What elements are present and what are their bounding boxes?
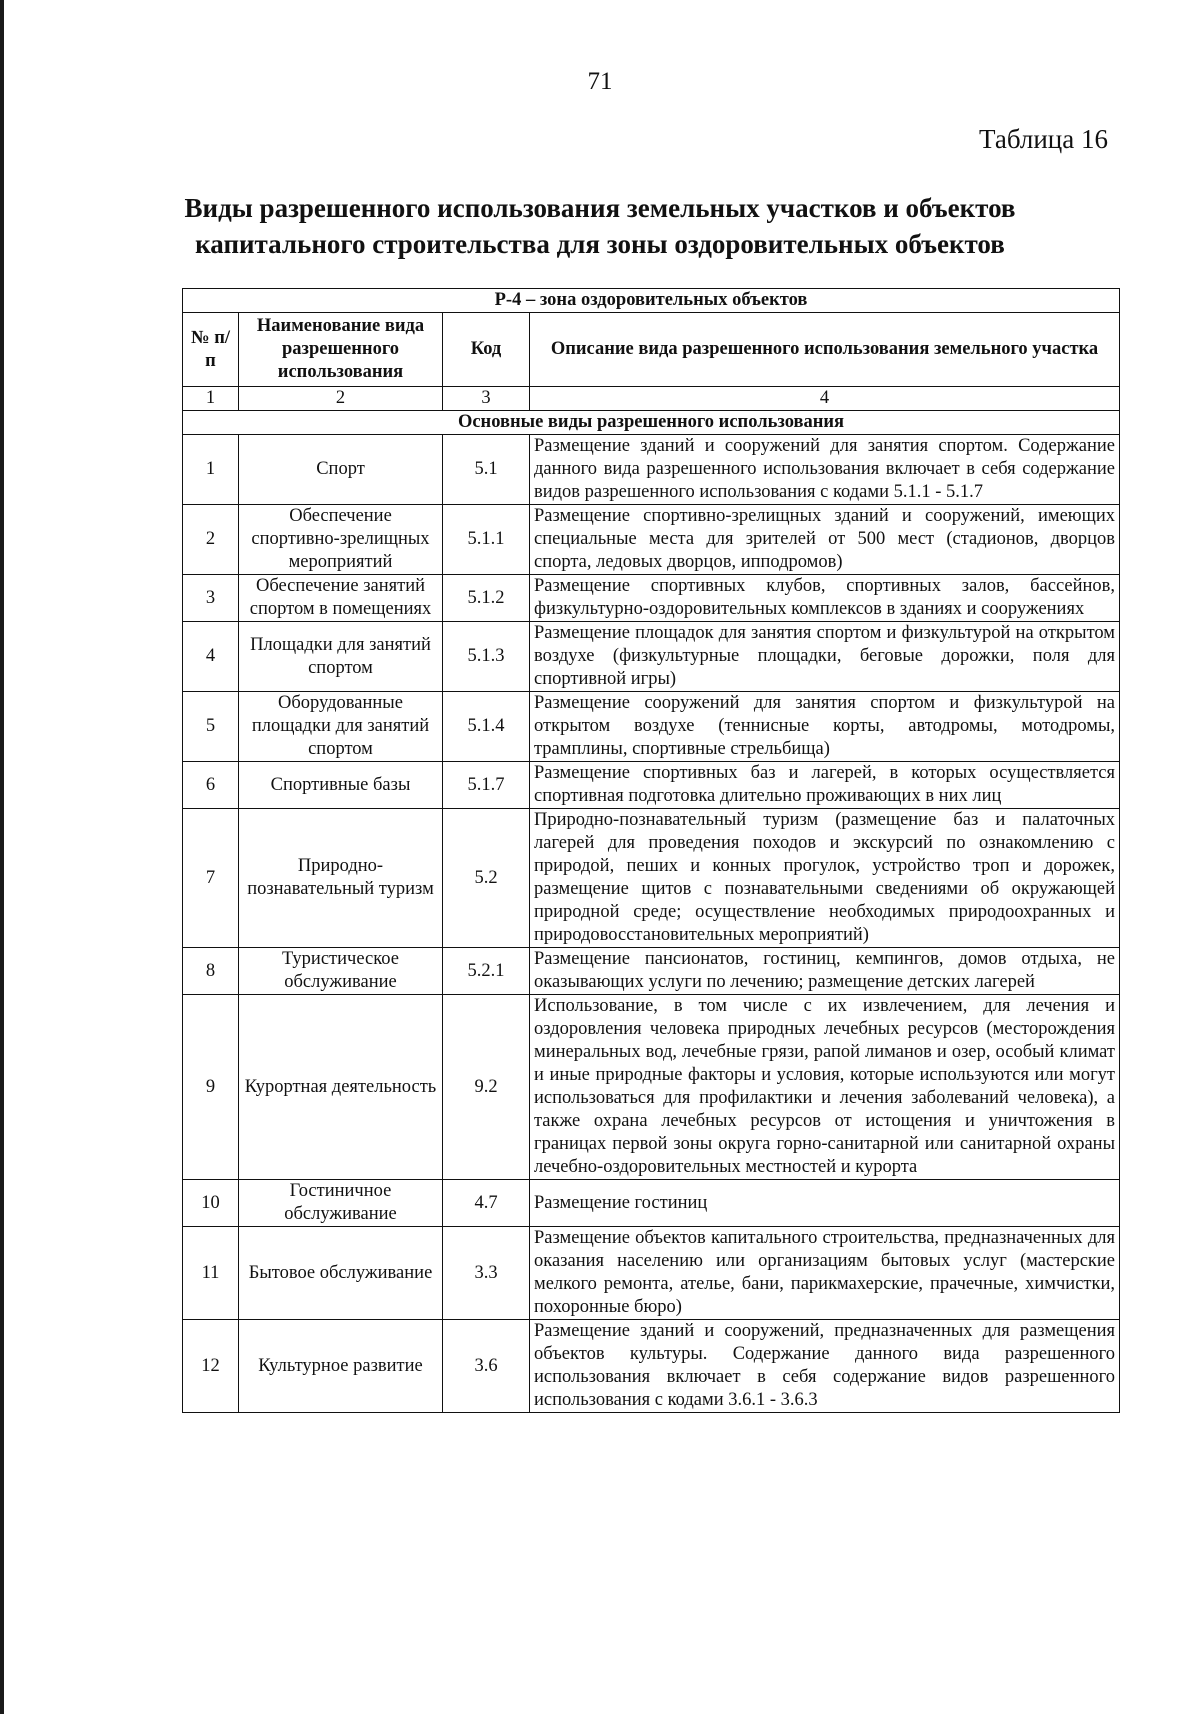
row-code: 3.6 [443, 1320, 530, 1413]
row-code: 3.3 [443, 1227, 530, 1320]
row-code: 5.1.4 [443, 692, 530, 762]
row-name: Спорт [239, 435, 443, 505]
row-name: Гостиничное обслуживание [239, 1180, 443, 1227]
header-desc: Описание вида разрешенного использования земельного участка [530, 313, 1120, 387]
table-row [183, 995, 1120, 1180]
table-row [183, 1320, 1120, 1413]
row-name: Обеспечение спортивно-зрелищных мероприятий [239, 505, 443, 575]
row-number: 11 [183, 1227, 239, 1320]
table-row [183, 622, 1120, 692]
table-row [183, 1227, 1120, 1320]
row-code: 4.7 [443, 1180, 530, 1227]
row-code: 9.2 [443, 995, 530, 1180]
row-number: 3 [183, 575, 239, 622]
row-number: 2 [183, 505, 239, 575]
zone-header-row [183, 289, 1120, 313]
scan-edge [0, 0, 4, 1714]
row-code: 5.1.7 [443, 762, 530, 809]
row-number: 6 [183, 762, 239, 809]
col-number: 3 [443, 387, 530, 411]
row-code: 5.1.2 [443, 575, 530, 622]
table-row [183, 575, 1120, 622]
zone-title: Р-4 – зона оздоровительных объектов [183, 289, 1120, 313]
row-name: Спортивные базы [239, 762, 443, 809]
row-description: Размещение спортивно-зрелищных зданий и сооружений, имеющих специальные места для зрителей от 500 мест (стадионов, дворцов спорта, ледовых дворцов, ипподромов) [530, 505, 1120, 575]
row-number: 10 [183, 1180, 239, 1227]
table-row [183, 435, 1120, 505]
row-number: 9 [183, 995, 239, 1180]
table-label: Таблица 16 [979, 124, 1108, 154]
row-name: Оборудованные площадки для занятий спортом [239, 692, 443, 762]
row-number: 12 [183, 1320, 239, 1413]
row-description: Размещение спортивных баз и лагерей, в которых осуществляется спортивная подготовка длительно проживающих в них лиц [530, 762, 1120, 809]
row-number: 7 [183, 809, 239, 948]
header-num: № п/п [183, 313, 239, 387]
table-body [183, 435, 1120, 1413]
row-name: Обеспечение занятий спортом в помещениях [239, 575, 443, 622]
table-row [183, 762, 1120, 809]
row-name: Бытовое обслуживание [239, 1227, 443, 1320]
col-number: 2 [239, 387, 443, 411]
section-row [183, 411, 1120, 435]
table-row [183, 505, 1120, 575]
row-code: 5.1.3 [443, 622, 530, 692]
table-row [183, 692, 1120, 762]
row-code: 5.1.1 [443, 505, 530, 575]
title-line-2: капитального строительства для зоны оздоровительных объектов [195, 229, 1005, 259]
row-number: 1 [183, 435, 239, 505]
table-row [183, 809, 1120, 948]
section-title: Основные виды разрешенного использования [183, 411, 1120, 435]
land-use-table [182, 288, 1120, 1413]
col-number: 1 [183, 387, 239, 411]
row-number: 8 [183, 948, 239, 995]
document-title [150, 190, 1050, 262]
header-name: Наименование вида разрешенного использования [239, 313, 443, 387]
row-description: Природно-познавательный туризм (размещение баз и палаточных лагерей для проведения походов и экскурсий по ознакомлению с природой, пеших и конных прогулок, устройство троп и дорожек, размещение щитов с познавательными сведениями об окружающей природной среде; осуществление необходимых природоохранных и природовосстановительных мероприятий) [530, 809, 1120, 948]
row-description: Размещение объектов капитального строительства, предназначенных для оказания населению или организациям бытовых услуг (мастерские мелкого ремонта, ателье, бани, парикмахерские, прачечные, химчистки, похоронные бюро) [530, 1227, 1120, 1320]
row-name: Курортная деятельность [239, 995, 443, 1180]
table-row [183, 948, 1120, 995]
row-description: Использование, в том числе с их извлечением, для лечения и оздоровления человека природных лечебных ресурсов (месторождения минеральных вод, лечебные грязи, рапой лиманов и озер, особый климат и иные природные факторы и условия, которые используются или могут использоваться для профилактики и лечения заболеваний человека), а также охрана лечебных ресурсов от истощения и уничтожения в границах первой зоны округа горно-санитарной или санитарной охраны лечебно-оздоровительных местностей и курорта [530, 995, 1120, 1180]
row-description: Размещение площадок для занятия спортом и физкультурой на открытом воздухе (физкультурные площадки, беговые дорожки, поля для спортивной игры) [530, 622, 1120, 692]
row-description: Размещение спортивных клубов, спортивных залов, бассейнов, физкультурно-оздоровительных комплексов в зданиях и сооружениях [530, 575, 1120, 622]
row-name: Культурное развитие [239, 1320, 443, 1413]
row-number: 5 [183, 692, 239, 762]
row-name: Туристическое обслуживание [239, 948, 443, 995]
row-code: 5.2 [443, 809, 530, 948]
row-description: Размещение зданий и сооружений, предназначенных для размещения объектов культуры. Содержание данного вида разрешенного использования включает в себя содержание видов разрешенного использования с кодами 3.6.1 - 3.6.3 [530, 1320, 1120, 1413]
header-code: Код [443, 313, 530, 387]
column-header-row [183, 313, 1120, 387]
row-description: Размещение пансионатов, гостиниц, кемпингов, домов отдыха, не оказывающих услуги по лечению; размещение детских лагерей [530, 948, 1120, 995]
row-name: Природно-познавательный туризм [239, 809, 443, 948]
row-description: Размещение гостиниц [530, 1180, 1120, 1227]
col-number: 4 [530, 387, 1120, 411]
table-row [183, 1180, 1120, 1227]
row-number: 4 [183, 622, 239, 692]
row-description: Размещение зданий и сооружений для занятия спортом. Содержание данного вида разрешенного использования включает в себя содержание видов разрешенного использования с кодами 5.1.1 - 5.1.7 [530, 435, 1120, 505]
row-code: 5.1 [443, 435, 530, 505]
page-number: 71 [587, 68, 613, 95]
row-name: Площадки для занятий спортом [239, 622, 443, 692]
row-code: 5.2.1 [443, 948, 530, 995]
title-line-1: Виды разрешенного использования земельных участков и объектов [184, 193, 1016, 223]
row-description: Размещение сооружений для занятия спортом и физкультурой на открытом воздухе (теннисные корты, автодромы, мотодромы, трамплины, спортивные стрельбища) [530, 692, 1120, 762]
column-number-row [183, 387, 1120, 411]
